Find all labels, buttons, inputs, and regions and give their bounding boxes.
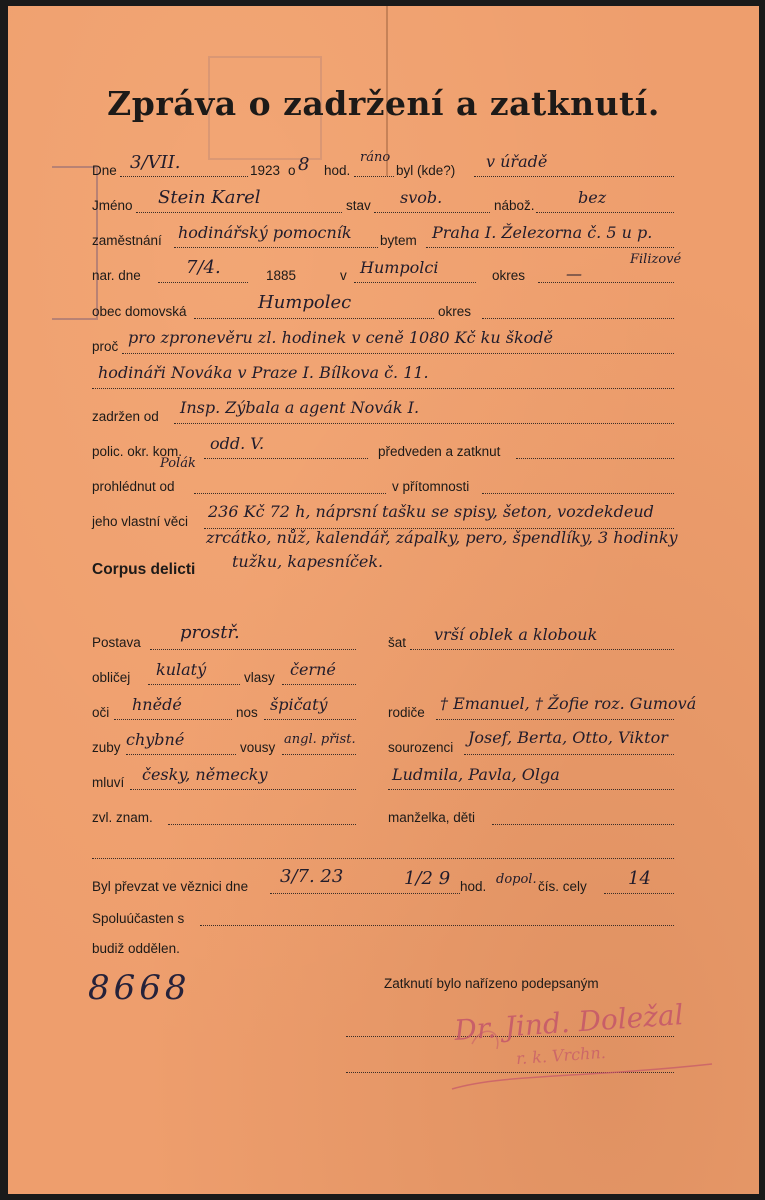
value-veci-3: tužku, kapesníček. xyxy=(232,552,384,571)
label-jmeno: Jméno xyxy=(92,198,133,213)
value-nar-place: Humpolci xyxy=(360,258,439,277)
dotted-line xyxy=(194,493,386,494)
label-hod: hod. xyxy=(324,163,351,178)
value-sourozenci: Josef, Berta, Otto, Viktor xyxy=(468,728,668,747)
value-veci-2: zrcátko, nůž, kalendář, zápalky, pero, špendlíky, 3 hodinky xyxy=(206,528,678,547)
signature-name: Dr. Jind. Doležal xyxy=(453,998,685,1047)
value-bytem: Praha I. Železorna č. 5 u p. xyxy=(432,223,653,242)
label-spoluucasten: Spoluúčasten s xyxy=(92,911,185,926)
label-zuby: zuby xyxy=(92,740,121,755)
label-prevzat: Byl převzat ve věznici dne xyxy=(92,879,249,894)
value-sourozenci-2: Ludmila, Pavla, Olga xyxy=(392,765,560,784)
value-dne-date: 3/VII. xyxy=(130,152,181,173)
dotted-line xyxy=(204,458,368,459)
value-zadrzen: Insp. Zýbala a agent Novák I. xyxy=(180,398,420,417)
label-okres: okres xyxy=(492,268,526,283)
label-bytem: bytem xyxy=(380,233,417,248)
label-cely: čís. cely xyxy=(538,879,587,894)
value-zuby: chybné xyxy=(126,730,185,749)
label-naboz: nábož. xyxy=(494,198,535,213)
label-zamestnani: zaměstnání xyxy=(92,233,162,248)
dotted-line xyxy=(158,282,248,283)
value-veci-1: 236 Kč 72 h, náprsní tašku se spisy, šeton, vozdekdeud xyxy=(208,502,654,521)
value-rodice: † Emanuel, † Žofie roz. Gumová xyxy=(440,694,697,713)
label-nos: nos xyxy=(236,705,258,720)
value-proc-1: pro zpronevěru zl. hodinek v ceně 1080 Kč ku škodě xyxy=(128,328,554,347)
value-oblicej: kulatý xyxy=(156,660,207,679)
dotted-line xyxy=(194,318,434,319)
dotted-line xyxy=(426,247,674,248)
label-nar: nar. dne xyxy=(92,268,141,283)
dotted-line xyxy=(130,789,356,790)
dotted-line xyxy=(374,212,490,213)
dotted-line xyxy=(148,684,240,685)
dotted-line xyxy=(264,719,356,720)
dotted-line xyxy=(92,388,674,389)
dotted-line xyxy=(282,684,356,685)
value-hod: 8 xyxy=(298,154,310,175)
dotted-line xyxy=(354,176,394,177)
value-prohlednut: Polák xyxy=(160,456,196,471)
label-dne: Dne xyxy=(92,163,117,178)
dotted-line xyxy=(92,858,674,859)
dotted-line xyxy=(150,649,356,650)
form-title: Zpráva o zadržení a zatknutí. xyxy=(107,84,660,123)
dotted-line xyxy=(474,176,674,177)
dotted-line xyxy=(604,893,674,894)
value-vlasy: černé xyxy=(290,660,336,679)
label-year: 1923 xyxy=(250,163,281,178)
dotted-line xyxy=(538,282,674,283)
label-vousy: vousy xyxy=(240,740,276,755)
dotted-line xyxy=(122,353,674,354)
dotted-line xyxy=(516,458,674,459)
dotted-line xyxy=(388,789,674,790)
value-vousy: angl. přist. xyxy=(284,732,356,747)
value-hod-sup: ráno xyxy=(360,150,391,165)
dotted-line xyxy=(492,824,674,825)
dotted-line xyxy=(114,719,232,720)
label-hod-prefix: o xyxy=(288,163,296,178)
dotted-line xyxy=(354,282,476,283)
label-obec: obec domovská xyxy=(92,304,187,319)
value-bytem-extra: Filizové xyxy=(630,252,682,267)
label-sourozenci: sourozenci xyxy=(388,740,454,755)
value-nar: 7/4. xyxy=(186,257,221,278)
dotted-line xyxy=(410,649,674,650)
value-byl: v úřadě xyxy=(486,152,548,171)
label-nar-year: 1885 xyxy=(266,268,297,283)
label-v: v xyxy=(340,268,347,283)
heading-corpus-delicti: Corpus delicti xyxy=(92,561,196,578)
arrest-report-form xyxy=(8,6,759,1194)
label-stav: stav xyxy=(346,198,371,213)
label-proc: proč xyxy=(92,339,119,354)
label-obec-okres: okres xyxy=(438,304,472,319)
dotted-line xyxy=(174,247,378,248)
value-obec: Humpolec xyxy=(258,292,352,313)
label-zvl-znam: zvl. znam. xyxy=(92,810,153,825)
label-zadrzen: zadržen od xyxy=(92,409,159,424)
value-cely: 14 xyxy=(628,868,651,889)
label-mluvi: mluví xyxy=(92,775,125,790)
dotted-line xyxy=(126,754,236,755)
label-vlasy: vlasy xyxy=(244,670,275,685)
value-jmeno: Stein Karel xyxy=(158,187,261,208)
value-prevzat-date: 3/7. 23 xyxy=(280,866,344,887)
label-oddelen: budiž oddělen. xyxy=(92,941,180,956)
label-prohlednut: prohlédnut od xyxy=(92,479,175,494)
value-nar-okres: — xyxy=(566,264,582,283)
value-nos: špičatý xyxy=(270,695,328,714)
value-stav: svob. xyxy=(400,188,443,207)
dotted-line xyxy=(482,493,674,494)
label-oci: oči xyxy=(92,705,110,720)
value-prevzat-hod: 1/2 9 xyxy=(404,868,451,889)
dotted-line xyxy=(536,212,674,213)
dotted-line xyxy=(464,754,674,755)
dotted-line xyxy=(482,318,674,319)
dotted-line xyxy=(436,719,674,720)
dotted-line xyxy=(168,824,356,825)
value-dopol: dopol. xyxy=(496,872,537,887)
label-predveden: předveden a zatknut xyxy=(378,444,501,459)
label-rodice: rodiče xyxy=(388,705,425,720)
value-naboz: bez xyxy=(578,188,607,207)
dotted-line xyxy=(136,212,342,213)
value-proc-2: hodináři Nováka v Praze I. Bílkova č. 11. xyxy=(98,363,429,382)
value-postava: prostř. xyxy=(180,622,240,643)
label-veci: jeho vlastní věci xyxy=(92,514,189,529)
label-postava: Postava xyxy=(92,635,141,650)
label-zatknuti: Zatknutí bylo nařízeno podepsaným xyxy=(384,976,599,991)
record-number: 8668 xyxy=(88,968,191,1008)
dotted-line xyxy=(174,423,674,424)
label-sat: šat xyxy=(388,635,407,650)
value-oci: hnědé xyxy=(132,695,182,714)
label-oblicej: obličej xyxy=(92,670,131,685)
value-polic: odd. V. xyxy=(210,434,265,453)
signature-sub: r. k. Vrchn. xyxy=(515,1042,607,1069)
dotted-line xyxy=(200,925,674,926)
label-manzelka: manželka, děti xyxy=(388,810,476,825)
value-zamestnani: hodinářský pomocník xyxy=(178,223,352,242)
label-polic: polic. okr. kom. xyxy=(92,444,183,459)
label-pritomnosti: v přítomnosti xyxy=(392,479,470,494)
value-sat: vrší oblek a klobouk xyxy=(434,625,598,644)
dotted-line xyxy=(270,893,460,894)
dotted-line xyxy=(120,176,248,177)
label-byl: byl (kde?) xyxy=(396,163,456,178)
value-mluvi: česky, německy xyxy=(142,765,268,784)
dotted-line xyxy=(282,754,356,755)
label-prevzat-hod: hod. xyxy=(460,879,487,894)
